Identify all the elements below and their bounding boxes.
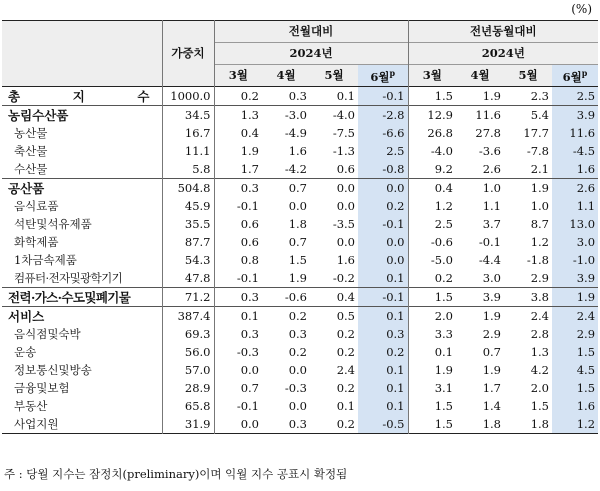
yoy-value-cell: -1.8 xyxy=(526,252,549,267)
row-label: 화학제품 xyxy=(14,234,59,249)
row-label: 음식점및숙박 xyxy=(14,326,81,341)
weight-cell: 5.8 xyxy=(162,160,214,179)
yoy-value-cell: 1.5 xyxy=(408,288,456,307)
yoy-value-cell: 1.8 xyxy=(530,416,549,431)
table-row xyxy=(2,343,598,361)
table-row xyxy=(2,142,598,160)
price-index-table xyxy=(2,20,598,434)
mom-value-cell: 0.1 xyxy=(358,307,408,326)
yoy-value-cell: 1.6 xyxy=(552,397,598,415)
table-row xyxy=(2,307,598,326)
mom-value-cell: -0.1 xyxy=(214,397,262,415)
row-label: 1차금속제품 xyxy=(14,252,77,267)
mom-value-cell: 0.0 xyxy=(336,234,355,249)
yoy-month-header: 4월 xyxy=(456,65,504,87)
weight-cell: 28.9 xyxy=(162,379,214,397)
mom-value-cell: 0.1 xyxy=(214,307,262,326)
yoy-value-cell: 3.9 xyxy=(552,106,598,125)
table-row xyxy=(2,124,598,142)
table-row xyxy=(2,415,598,434)
yoy-value-cell: -1.0 xyxy=(552,251,598,269)
mom-value-cell: 0.1 xyxy=(336,398,355,413)
mom-value-cell: 0.1 xyxy=(358,379,408,397)
mom-value-cell: 0.0 xyxy=(336,180,355,195)
yoy-value-cell: 1.8 xyxy=(482,416,501,431)
mom-value-cell: 0.7 xyxy=(288,234,307,249)
yoy-value-cell: 1.9 xyxy=(552,288,598,307)
yoy-value-cell: 1.0 xyxy=(482,180,501,195)
mom-value-cell: -0.1 xyxy=(358,87,408,106)
row-label: 전력·가스·수도및폐기물 xyxy=(8,289,131,305)
table-row xyxy=(2,160,598,179)
yoy-value-cell: 4.2 xyxy=(530,362,549,377)
weight-cell: 504.8 xyxy=(162,179,214,198)
yoy-value-cell: 1.5 xyxy=(408,87,456,106)
yoy-value-cell: 2.5 xyxy=(552,87,598,106)
table-row xyxy=(2,233,598,251)
row-label: 수산물 xyxy=(14,161,48,176)
mom-value-cell: 0.3 xyxy=(288,326,307,341)
mom-value-cell: 0.3 xyxy=(214,325,262,343)
table-row xyxy=(2,87,598,106)
row-label: 석탄및석유제품 xyxy=(14,216,92,231)
mom-value-cell: 0.3 xyxy=(214,288,262,307)
mom-value-cell: -1.3 xyxy=(332,143,355,158)
mom-value-cell: 0.2 xyxy=(336,326,355,341)
yoy-value-cell: 2.4 xyxy=(552,307,598,326)
row-label: 운송 xyxy=(14,344,37,359)
yoy-value-cell: -5.0 xyxy=(408,251,456,269)
yoy-value-cell: 2.9 xyxy=(482,326,501,341)
yoy-value-cell: 3.1 xyxy=(408,379,456,397)
mom-value-cell: 0.2 xyxy=(336,380,355,395)
weight-cell: 34.5 xyxy=(162,106,214,125)
mom-value-cell: 0.7 xyxy=(214,379,262,397)
mom-value-cell: -0.5 xyxy=(358,415,408,434)
mom-value-cell: 0.3 xyxy=(358,325,408,343)
yoy-value-cell: 12.9 xyxy=(408,106,456,125)
yoy-value-cell: 1.9 xyxy=(408,361,456,379)
row-label: 농산물 xyxy=(14,125,48,140)
yoy-value-cell: -3.6 xyxy=(478,143,501,158)
yoy-month-header: 6월$^p$ xyxy=(552,65,598,87)
mom-value-cell: 0.0 xyxy=(288,198,307,213)
mom-value-cell: -0.1 xyxy=(214,197,262,215)
yoy-value-cell: 9.2 xyxy=(408,160,456,179)
weight-cell: 35.5 xyxy=(162,215,214,233)
yoy-value-cell: 1.4 xyxy=(482,398,501,413)
mom-value-cell: 0.2 xyxy=(214,87,262,106)
yoy-value-cell: 1.1 xyxy=(482,198,501,213)
mom-value-cell: -0.8 xyxy=(358,160,408,179)
table-row xyxy=(2,325,598,343)
mom-value-cell: 1.9 xyxy=(214,142,262,160)
mom-value-cell: 0.0 xyxy=(358,233,408,251)
yoy-value-cell: 1.9 xyxy=(482,88,501,103)
yoy-month-header: 3월 xyxy=(408,65,456,87)
mom-value-cell: 2.4 xyxy=(336,362,355,377)
mom-value-cell: -2.8 xyxy=(358,106,408,125)
mom-value-cell: 0.3 xyxy=(288,88,307,103)
yoy-value-cell: 3.0 xyxy=(552,233,598,251)
yoy-value-cell: 0.4 xyxy=(408,179,456,198)
weight-cell: 31.9 xyxy=(162,415,214,434)
mom-value-cell: 0.6 xyxy=(214,233,262,251)
weight-cell: 47.8 xyxy=(162,269,214,288)
table-row xyxy=(2,379,598,397)
mom-value-cell: 0.2 xyxy=(288,308,307,323)
yoy-value-cell: -4.0 xyxy=(408,142,456,160)
yoy-value-cell: 17.7 xyxy=(523,125,549,140)
yoy-month-header: 5월 xyxy=(504,65,552,87)
yoy-value-cell: 1.9 xyxy=(530,180,549,195)
yoy-value-cell: 2.9 xyxy=(552,325,598,343)
yoy-value-cell: 3.9 xyxy=(552,269,598,288)
mom-value-cell: 1.6 xyxy=(288,143,307,158)
yoy-value-cell: -0.6 xyxy=(408,233,456,251)
yoy-value-cell: 11.6 xyxy=(475,107,501,122)
mom-value-cell: 0.0 xyxy=(358,179,408,198)
mom-value-cell: 0.0 xyxy=(214,361,262,379)
yoy-value-cell: 1.5 xyxy=(552,379,598,397)
weight-cell: 387.4 xyxy=(162,307,214,326)
weight-cell: 87.7 xyxy=(162,233,214,251)
table-row xyxy=(2,251,598,269)
yoy-value-cell: 11.6 xyxy=(552,124,598,142)
mom-value-cell: 0.1 xyxy=(358,361,408,379)
yoy-value-cell: 2.3 xyxy=(530,88,549,103)
mom-value-cell: 1.5 xyxy=(288,252,307,267)
yoy-value-cell: 1.9 xyxy=(482,308,501,323)
yoy-value-cell: 3.0 xyxy=(482,270,501,285)
mom-value-cell: -4.9 xyxy=(284,125,307,140)
mom-value-cell: 1.6 xyxy=(336,252,355,267)
mom-value-cell: -0.1 xyxy=(214,269,262,288)
yoy-value-cell: 2.9 xyxy=(530,270,549,285)
yoy-value-cell: 1.5 xyxy=(530,398,549,413)
yoy-value-cell: 27.8 xyxy=(475,125,501,140)
yoy-value-cell: 2.1 xyxy=(530,161,549,176)
weight-cell: 1000.0 xyxy=(162,87,214,106)
category-header xyxy=(2,21,162,87)
mom-value-cell: 0.0 xyxy=(336,198,355,213)
table-row xyxy=(2,269,598,288)
yoy-value-cell: 2.6 xyxy=(482,161,501,176)
yoy-value-cell: 2.6 xyxy=(552,179,598,198)
mom-value-cell: 0.2 xyxy=(336,416,355,431)
yoy-value-cell: 3.9 xyxy=(482,289,501,304)
mom-value-cell: -3.0 xyxy=(284,107,307,122)
table-row xyxy=(2,288,598,307)
weight-cell: 65.8 xyxy=(162,397,214,415)
mom-value-cell: 1.9 xyxy=(288,270,307,285)
yoy-value-cell: -0.1 xyxy=(478,234,501,249)
row-label: 부동산 xyxy=(14,398,48,413)
mom-value-cell: 0.2 xyxy=(288,344,307,359)
preliminary-mark: p xyxy=(389,68,396,79)
mom-value-cell: 0.1 xyxy=(336,88,355,103)
yoy-value-cell: 2.8 xyxy=(530,326,549,341)
table-row xyxy=(2,179,598,198)
mom-month-header: 6월$^p$ xyxy=(358,65,408,87)
weight-cell: 16.7 xyxy=(162,124,214,142)
row-label: 서비스 xyxy=(8,308,45,324)
yoy-value-cell: 1.6 xyxy=(552,160,598,179)
mom-value-cell: 0.8 xyxy=(214,251,262,269)
yoy-value-cell: 2.0 xyxy=(530,380,549,395)
mom-year-header: 2024년 xyxy=(214,43,408,65)
table-row xyxy=(2,215,598,233)
mom-value-cell: -7.5 xyxy=(332,125,355,140)
weight-cell: 69.3 xyxy=(162,325,214,343)
yoy-value-cell: 1.9 xyxy=(482,362,501,377)
mom-value-cell: 0.4 xyxy=(214,124,262,142)
mom-value-cell: 0.3 xyxy=(214,179,262,198)
yoy-value-cell: 2.5 xyxy=(408,215,456,233)
yoy-value-cell: 3.3 xyxy=(408,325,456,343)
mom-value-cell: 1.3 xyxy=(214,106,262,125)
preliminary-mark: p xyxy=(581,68,588,79)
unit-label: (%) xyxy=(571,2,592,16)
yoy-year-header: 2024년 xyxy=(408,43,598,65)
yoy-value-cell: 0.7 xyxy=(482,344,501,359)
row-label: 사업지원 xyxy=(14,416,59,431)
mom-value-cell: 0.6 xyxy=(214,215,262,233)
mom-value-cell: 0.1 xyxy=(358,269,408,288)
mom-value-cell: 0.2 xyxy=(358,197,408,215)
yoy-value-cell: 13.0 xyxy=(552,215,598,233)
mom-month-header: 3월 xyxy=(214,65,262,87)
yoy-value-cell: 0.2 xyxy=(408,269,456,288)
yoy-value-cell: 2.0 xyxy=(408,307,456,326)
weight-cell: 45.9 xyxy=(162,197,214,215)
mom-value-cell: -3.5 xyxy=(332,216,355,231)
yoy-value-cell: 1.5 xyxy=(552,343,598,361)
yoy-value-cell: -7.8 xyxy=(526,143,549,158)
row-label: 축산물 xyxy=(14,143,48,158)
mom-value-cell: 0.0 xyxy=(214,415,262,434)
mom-value-cell: 0.3 xyxy=(288,416,307,431)
yoy-value-cell: 2.4 xyxy=(530,308,549,323)
yoy-value-cell: -4.4 xyxy=(478,252,501,267)
yoy-value-cell: 0.1 xyxy=(408,343,456,361)
yoy-value-cell: 1.2 xyxy=(408,197,456,215)
mom-value-cell: -0.3 xyxy=(214,343,262,361)
yoy-header: 전년동월대비 xyxy=(408,21,598,43)
weight-header: 가중치 xyxy=(162,21,214,87)
weight-cell: 71.2 xyxy=(162,288,214,307)
mom-value-cell: -0.1 xyxy=(358,215,408,233)
mom-value-cell: 0.2 xyxy=(358,343,408,361)
table-row xyxy=(2,361,598,379)
yoy-value-cell: 1.5 xyxy=(408,397,456,415)
mom-header: 전월대비 xyxy=(214,21,408,43)
row-label: 컴퓨터·전자및광학기기 xyxy=(14,270,123,285)
row-label: 농림수산품 xyxy=(8,107,69,123)
mom-value-cell: -4.0 xyxy=(332,107,355,122)
mom-value-cell: 0.0 xyxy=(358,251,408,269)
mom-value-cell: 0.0 xyxy=(288,362,307,377)
row-label: 음식료품 xyxy=(14,198,59,213)
weight-cell: 57.0 xyxy=(162,361,214,379)
yoy-value-cell: 5.4 xyxy=(530,107,549,122)
weight-cell: 56.0 xyxy=(162,343,214,361)
yoy-value-cell: 4.5 xyxy=(552,361,598,379)
mom-value-cell: -0.3 xyxy=(284,380,307,395)
mom-value-cell: 0.2 xyxy=(336,344,355,359)
row-label: 공산품 xyxy=(8,180,45,196)
mom-value-cell: 0.7 xyxy=(288,180,307,195)
mom-month-header: 5월 xyxy=(310,65,358,87)
yoy-value-cell: 1.1 xyxy=(552,197,598,215)
mom-value-cell: 1.8 xyxy=(288,216,307,231)
footnote: 주 : 당월 지수는 잠정치(preliminary)이며 익월 지수 공표시 확정됨 xyxy=(4,467,348,481)
mom-value-cell: 0.6 xyxy=(336,161,355,176)
yoy-value-cell: 8.7 xyxy=(530,216,549,231)
mom-month-header: 4월 xyxy=(262,65,310,87)
mom-value-cell: 0.1 xyxy=(358,397,408,415)
row-label: 금융및보험 xyxy=(14,380,70,395)
row-label: 총 지 수 xyxy=(8,88,150,104)
yoy-value-cell: 1.3 xyxy=(530,344,549,359)
table-row xyxy=(2,197,598,215)
yoy-value-cell: 3.7 xyxy=(482,216,501,231)
mom-value-cell: 0.5 xyxy=(336,308,355,323)
mom-value-cell: 2.5 xyxy=(358,142,408,160)
table-row xyxy=(2,397,598,415)
weight-cell: 11.1 xyxy=(162,142,214,160)
mom-value-cell: -0.6 xyxy=(284,289,307,304)
mom-value-cell: -6.6 xyxy=(358,124,408,142)
row-label: 정보통신및방송 xyxy=(14,362,92,377)
yoy-value-cell: 1.7 xyxy=(482,380,501,395)
mom-value-cell: 1.7 xyxy=(214,160,262,179)
mom-value-cell: -4.2 xyxy=(284,161,307,176)
weight-cell: 54.3 xyxy=(162,251,214,269)
yoy-value-cell: 3.8 xyxy=(530,289,549,304)
yoy-value-cell: 1.2 xyxy=(530,234,549,249)
yoy-value-cell: -4.5 xyxy=(552,142,598,160)
mom-value-cell: 0.4 xyxy=(336,289,355,304)
yoy-value-cell: 1.0 xyxy=(530,198,549,213)
yoy-value-cell: 1.5 xyxy=(408,415,456,434)
yoy-value-cell: 1.2 xyxy=(552,415,598,434)
table-row xyxy=(2,106,598,125)
mom-value-cell: -0.2 xyxy=(332,270,355,285)
mom-value-cell: -0.1 xyxy=(358,288,408,307)
mom-value-cell: 0.0 xyxy=(288,398,307,413)
yoy-value-cell: 26.8 xyxy=(408,124,456,142)
